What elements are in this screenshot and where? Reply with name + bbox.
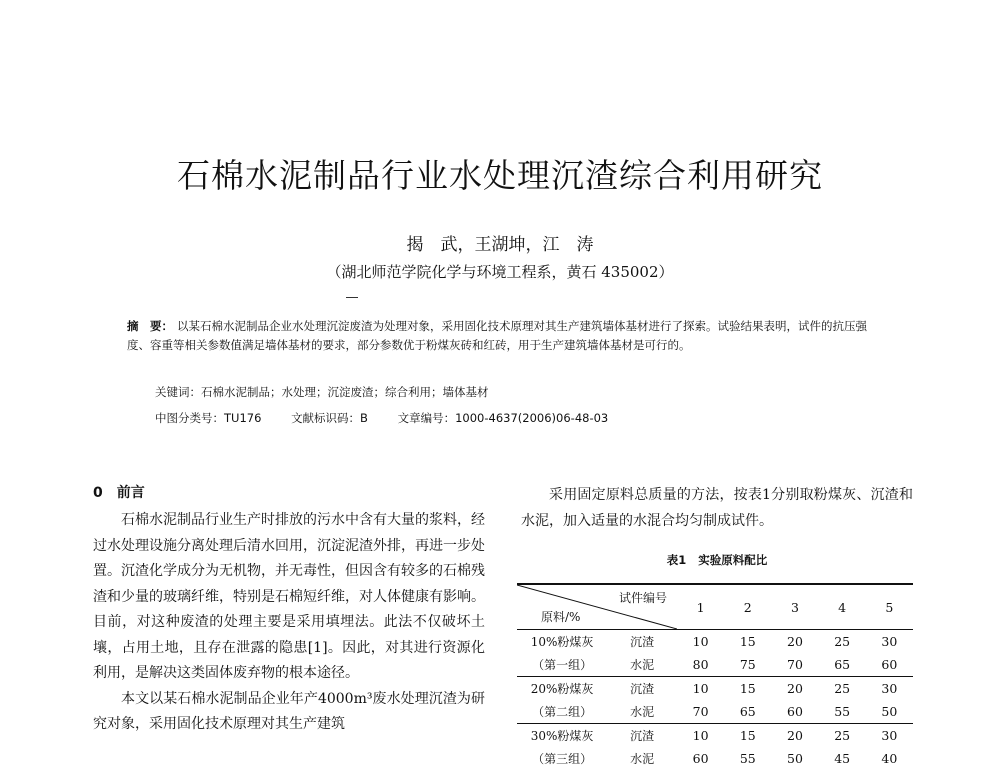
table-row [517,724,913,748]
table-row [517,700,913,724]
cell: 10 [677,724,724,748]
paper-title: 石棉水泥制品行业水处理沉渣综合利用研究 [177,156,823,195]
paragraph: 本文以某石棉水泥制品企业年产4000m³废水处理沉渣为研究对象，采用固化技术原理对其生产建筑 [93,690,485,732]
cell: 75 [739,657,756,672]
cell: 50 [881,704,898,719]
group-name: 30%粉煤灰 [517,724,607,748]
group-sub: （第一组） [532,658,593,672]
cell: 50 [787,751,803,766]
cell: 30 [866,677,913,701]
cell: 20 [771,724,818,748]
group-name: 20%粉煤灰 [517,677,607,701]
cell: 20 [771,677,818,701]
cell: 25 [819,724,866,748]
material: 沉渣 [630,635,655,649]
cell: 55 [739,751,756,766]
table-row [517,677,913,701]
header-specimen-number: 试件编号 [618,591,667,605]
cell: 15 [739,634,756,649]
cell: 65 [834,657,851,672]
clc-number: 中图分类号：TU176 [155,411,262,425]
article-number: 文章编号：1000-4637(2006)06-48-03 [397,411,609,425]
cell: 30 [866,724,913,748]
diagonal-header-cell [517,584,677,630]
cell: 30 [881,634,898,649]
cell: 45 [834,751,851,766]
abstract-label: 摘 要： [127,319,173,333]
column-header: 4 [819,584,866,630]
group-sub: （第二组） [532,705,593,719]
cell: 60 [787,704,803,719]
cell: 40 [881,751,898,766]
table-row [517,747,913,770]
cell: 20 [787,634,803,649]
cell: 10 [692,634,709,649]
cell: 15 [724,677,771,701]
classification-line [155,410,634,426]
section-heading: 0 前言 [93,485,145,501]
abstract [127,317,879,355]
cell: 15 [724,724,771,748]
paragraph: 石棉水泥制品行业生产时排放的污水中含有大量的浆料，经过水处理设施分离处理后清水回用，沉淀泥渣外排，再进一步处置。沉渣化学成分为无机物，并无毒性，但因含有较多的石棉残渣和少量的玻璃纤维，特别是石棉短纤维，对人体健康有影响。目前，对这种废渣的处理主要是采用填埋法。此法不仅破坏土壤，占用土地，且存在泄露的隐患[1]。因此，对其进行资源化利用，是解决这类固体废弃物的根本途径。 [93,512,485,681]
keywords: 关键词：石棉水泥制品；水处理；沉淀废渣；综合利用；墙体基材 [155,385,489,399]
cell: 60 [692,751,709,766]
left-column [93,508,485,738]
mix-ratio-table [517,583,913,770]
material: 水泥 [630,752,655,766]
cell: 65 [739,704,756,719]
cell: 25 [819,677,866,701]
table-row [517,630,913,654]
cell: 70 [692,704,709,719]
table-number: 表1 [666,553,687,567]
cell: 25 [834,634,851,649]
abstract-text: 以某石棉水泥制品企业水处理沉淀废渣为处理对象，采用固化技术原理对其生产建筑墙体基材进行了探索。试验结果表明，试件的抗压强度、容重等相关参数值满足墙体基材的要求，部分参数优于粉煤灰砖和红砖，用于生产建筑墙体基材是可行的。 [127,319,867,352]
column-header: 3 [771,584,818,630]
cell: 70 [787,657,803,672]
cell: 80 [692,657,709,672]
group-sub: （第三组） [532,752,593,766]
affiliation: （湖北师范学院化学与环境工程系，黄石 435002） [326,263,674,281]
cell: 55 [834,704,851,719]
table-row [517,653,913,677]
cell: 10 [677,677,724,701]
cell: 60 [881,657,898,672]
right-column [521,483,913,534]
column-header: 5 [866,584,913,630]
table-caption [521,552,913,568]
divider-mark [346,297,358,298]
header-material: 原料/% [541,610,581,624]
material: 沉渣 [607,677,677,701]
authors: 揭 武，王湖坤，江 涛 [406,235,594,255]
column-header: 2 [724,584,771,630]
table-caption-text: 实验原料配比 [698,553,768,567]
column-header: 1 [677,584,724,630]
paragraph: 采用固定原料总质量的方法，按表1分别取粉煤灰、沉渣和水泥，加入适量的水混合均匀制成试件。 [521,487,913,529]
material: 沉渣 [607,724,677,748]
material: 水泥 [630,705,655,719]
material: 水泥 [630,658,655,672]
group-name: 10%粉煤灰 [530,635,594,649]
document-code: 文献标识码：B [291,411,368,425]
